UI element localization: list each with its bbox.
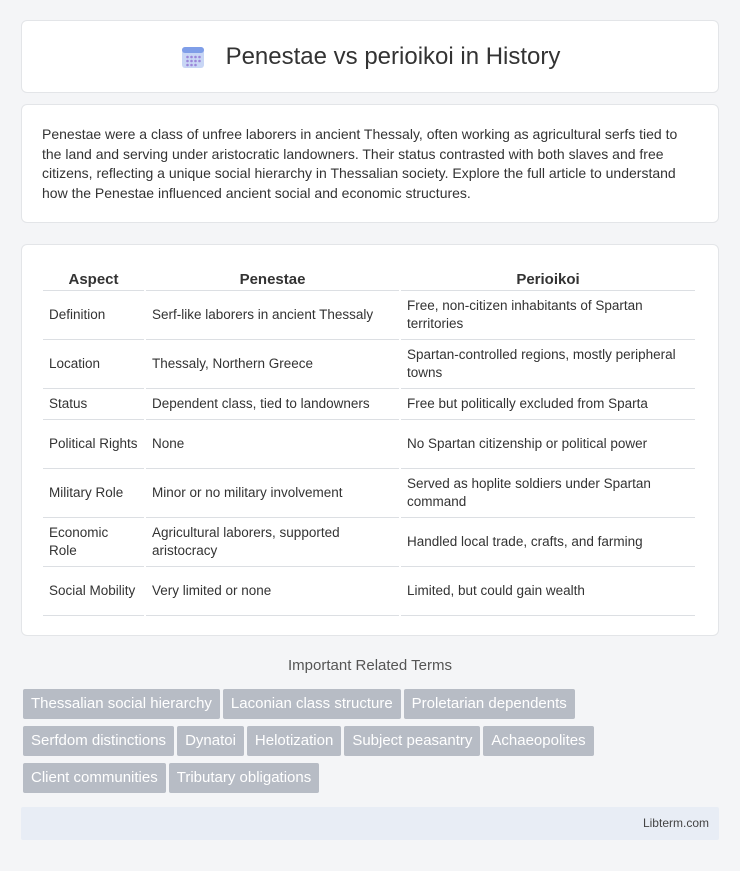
table-row [43, 291, 695, 340]
aspect-cell: Economic Role [43, 518, 144, 567]
footer [21, 807, 719, 840]
related-tag[interactable]: Client communities [23, 763, 166, 793]
title-card [21, 20, 719, 93]
penestae-cell: Dependent class, tied to landowners [146, 389, 399, 420]
aspect-cell: Definition [43, 291, 144, 340]
aspect-cell: Social Mobility [43, 567, 144, 616]
related-tag[interactable]: Achaeopolites [483, 726, 593, 756]
penestae-cell: Minor or no military involvement [146, 469, 399, 518]
perioikoi-cell: Served as hoplite soldiers under Spartan command [401, 469, 695, 518]
table-row [43, 420, 695, 469]
footer-site-link[interactable]: Libterm.com [642, 816, 709, 830]
related-tag[interactable]: Proletarian dependents [404, 689, 575, 719]
perioikoi-cell: Limited, but could gain wealth [401, 567, 695, 616]
comparison-card [21, 244, 719, 636]
related-tag[interactable]: Thessalian social hierarchy [23, 689, 220, 719]
related-tag[interactable]: Helotization [247, 726, 341, 756]
table-row [43, 567, 695, 616]
penestae-cell: Very limited or none [146, 567, 399, 616]
calendar-grid-icon [180, 44, 206, 70]
penestae-cell: Thessaly, Northern Greece [146, 340, 399, 389]
table-row [43, 389, 695, 420]
table-row [43, 340, 695, 389]
related-tags [23, 689, 723, 800]
aspect-cell: Political Rights [43, 420, 144, 469]
related-tag[interactable]: Dynatoi [177, 726, 244, 756]
page-title: Penestae vs perioikoi in History [225, 42, 561, 70]
table-row [43, 518, 695, 567]
related-terms-title: Important Related Terms [288, 657, 452, 674]
penestae-cell: None [146, 420, 399, 469]
related-tag[interactable]: Laconian class structure [223, 689, 401, 719]
related-tag[interactable]: Subject peasantry [344, 726, 480, 756]
aspect-cell: Military Role [43, 469, 144, 518]
aspect-cell: Status [43, 389, 144, 420]
perioikoi-cell: No Spartan citizenship or political power [401, 420, 695, 469]
intro-card [21, 104, 719, 223]
aspect-cell: Location [43, 340, 144, 389]
penestae-cell: Serf-like laborers in ancient Thessaly [146, 291, 399, 340]
related-tag[interactable]: Tributary obligations [169, 763, 320, 793]
penestae-cell: Agricultural laborers, supported aristocracy [146, 518, 399, 567]
perioikoi-cell: Free, non-citizen inhabitants of Spartan territories [401, 291, 695, 340]
perioikoi-cell: Free but politically excluded from Sparta [401, 389, 695, 420]
header-penestae: Penestae [146, 265, 399, 291]
perioikoi-cell: Handled local trade, crafts, and farming [401, 518, 695, 567]
header-aspect: Aspect [43, 265, 144, 291]
comparison-table [41, 265, 697, 616]
intro-text: Penestae were a class of unfree laborers in ancient Thessaly, often working as agricultural serfs tied to the land and serving under aristocratic landowners. Their status contrasted with both slaves and free citizens, reflecting a unique social hierarchy in Thessalian society. Explore the full article to understand how the Penestae influenced ancient social and economic structures. [42, 126, 678, 201]
related-tag[interactable]: Serfdom distinctions [23, 726, 174, 756]
perioikoi-cell: Spartan-controlled regions, mostly peripheral towns [401, 340, 695, 389]
header-perioikoi: Perioikoi [401, 265, 695, 291]
table-row [43, 469, 695, 518]
